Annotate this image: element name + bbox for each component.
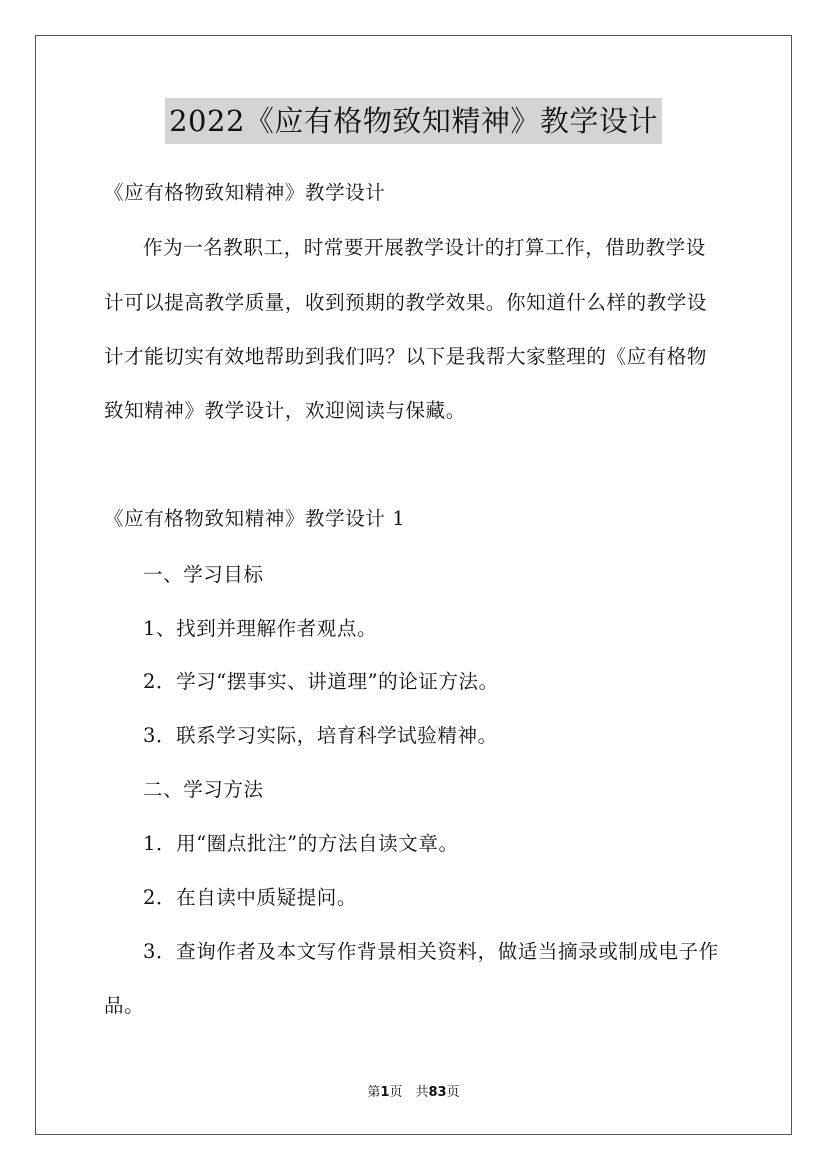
footer-page-mid: 页 共 bbox=[389, 1085, 429, 1100]
footer-page-suffix: 页 bbox=[446, 1085, 460, 1100]
section-heading: 《应有格物致知精神》教学设计 1 bbox=[104, 507, 406, 530]
body-line-4: 3．联系学习实际，培育科学试验精神。 bbox=[143, 724, 498, 747]
footer-page-current: 1 bbox=[380, 1085, 390, 1100]
body-line-9: 品。 bbox=[104, 994, 145, 1017]
body-line-3: 2．学习“摆事实、讲道理”的论证方法。 bbox=[143, 670, 499, 693]
body-line-2: 1、找到并理解作者观点。 bbox=[143, 617, 378, 640]
body-line-5: 二、学习方法 bbox=[143, 778, 264, 801]
document-subtitle: 《应有格物致知精神》教学设计 bbox=[104, 181, 386, 204]
footer-page-prefix: 第 bbox=[367, 1085, 381, 1100]
intro-line-4: 致知精神》教学设计，欢迎阅读与保藏。 bbox=[104, 399, 466, 422]
page-footer bbox=[0, 1083, 827, 1103]
body-line-1: 一、学习目标 bbox=[143, 563, 264, 586]
body-line-6: 1．用“圈点批注”的方法自读文章。 bbox=[143, 832, 459, 855]
document-title: 2022《应有格物致知精神》教学设计 bbox=[165, 98, 662, 144]
title-container bbox=[0, 98, 827, 144]
footer-page-total: 83 bbox=[428, 1085, 447, 1100]
intro-line-2: 计可以提高教学质量，收到预期的教学效果。你知道什么样的教学设 bbox=[104, 291, 708, 314]
intro-line-1: 作为一名教职工，时常要开展教学设计的打算工作，借助教学设 bbox=[143, 236, 706, 259]
intro-line-3: 计才能切实有效地帮助到我们吗？以下是我帮大家整理的《应有格物 bbox=[104, 345, 708, 368]
body-line-7: 2．在自读中质疑提问。 bbox=[143, 886, 358, 909]
body-line-8: 3．查询作者及本文写作背景相关资料，做适当摘录或制成电子作 bbox=[143, 940, 719, 963]
